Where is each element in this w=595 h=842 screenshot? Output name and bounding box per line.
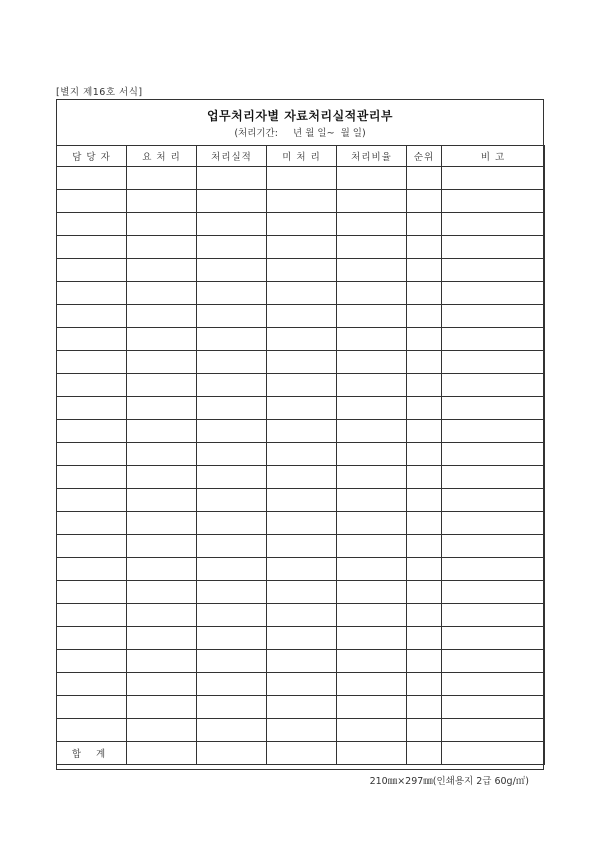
table-cell[interactable] — [197, 351, 267, 374]
table-row — [57, 627, 545, 650]
table-cell[interactable] — [442, 236, 545, 259]
table-cell[interactable] — [407, 673, 442, 696]
table-cell[interactable] — [127, 604, 197, 627]
table-cell[interactable] — [267, 397, 337, 420]
table-cell[interactable] — [57, 627, 127, 650]
table-cell[interactable] — [267, 328, 337, 351]
table-cell[interactable] — [197, 742, 267, 765]
table-cell[interactable] — [197, 719, 267, 742]
table-row — [57, 673, 545, 696]
table-cell[interactable] — [57, 443, 127, 466]
table-row — [57, 236, 545, 259]
table-cell[interactable] — [267, 696, 337, 719]
table-row — [57, 581, 545, 604]
table-cell[interactable] — [442, 397, 545, 420]
table-cell[interactable] — [127, 259, 197, 282]
table-cell[interactable] — [407, 282, 442, 305]
table-cell[interactable] — [197, 443, 267, 466]
table-cell[interactable] — [127, 282, 197, 305]
table-cell[interactable] — [57, 650, 127, 673]
table-row — [57, 420, 545, 443]
table-cell[interactable] — [57, 512, 127, 535]
table-cell[interactable] — [407, 558, 442, 581]
table-cell[interactable] — [337, 167, 407, 190]
table-cell[interactable] — [197, 213, 267, 236]
table-cell[interactable] — [337, 213, 407, 236]
table-cell[interactable] — [197, 650, 267, 673]
table-cell[interactable] — [267, 420, 337, 443]
table-cell[interactable] — [442, 420, 545, 443]
table-cell[interactable] — [127, 466, 197, 489]
table-cell[interactable] — [407, 374, 442, 397]
table-cell[interactable] — [127, 696, 197, 719]
table-cell[interactable] — [337, 305, 407, 328]
table-cell[interactable] — [57, 558, 127, 581]
table-row — [57, 466, 545, 489]
table-cell[interactable] — [127, 627, 197, 650]
table-cell[interactable] — [267, 650, 337, 673]
table-cell[interactable] — [197, 673, 267, 696]
col-header-processed: 처리실적 — [197, 146, 267, 167]
table-cell[interactable] — [442, 351, 545, 374]
table-cell[interactable] — [197, 374, 267, 397]
table-cell[interactable] — [407, 650, 442, 673]
table-cell[interactable] — [407, 742, 442, 765]
col-header-unprocessed: 미 처 리 — [267, 146, 337, 167]
table-row — [57, 535, 545, 558]
table-cell[interactable] — [337, 627, 407, 650]
table-row — [57, 328, 545, 351]
table-cell[interactable] — [197, 305, 267, 328]
table-row — [57, 489, 545, 512]
table-cell[interactable] — [57, 351, 127, 374]
table-cell[interactable] — [442, 627, 545, 650]
table-cell[interactable] — [267, 673, 337, 696]
table-cell[interactable] — [442, 328, 545, 351]
table-cell[interactable] — [127, 489, 197, 512]
table-cell[interactable] — [442, 535, 545, 558]
table-cell[interactable] — [407, 397, 442, 420]
table-cell[interactable] — [127, 213, 197, 236]
table-cell[interactable] — [267, 190, 337, 213]
form-label: [별지 제16호 서식] — [56, 87, 143, 98]
table-cell[interactable] — [127, 742, 197, 765]
table-cell[interactable] — [57, 305, 127, 328]
col-header-rank: 순위 — [407, 146, 442, 167]
table-cell[interactable] — [407, 466, 442, 489]
table-cell[interactable] — [407, 328, 442, 351]
table-row — [57, 443, 545, 466]
table-cell[interactable] — [127, 351, 197, 374]
col-header-remarks: 비 고 — [442, 146, 545, 167]
table-cell[interactable] — [267, 236, 337, 259]
table-row — [57, 167, 545, 190]
table-cell[interactable] — [442, 696, 545, 719]
table-cell[interactable] — [337, 673, 407, 696]
table-row — [57, 512, 545, 535]
table-cell[interactable] — [57, 673, 127, 696]
table-cell[interactable] — [267, 213, 337, 236]
table-cell[interactable] — [127, 236, 197, 259]
total-row — [57, 742, 545, 765]
table-cell[interactable] — [57, 397, 127, 420]
table-cell[interactable] — [127, 673, 197, 696]
table-cell[interactable] — [442, 650, 545, 673]
table-cell[interactable] — [337, 512, 407, 535]
table-cell[interactable] — [127, 167, 197, 190]
table-cell[interactable] — [407, 512, 442, 535]
table-cell[interactable] — [267, 351, 337, 374]
table-cell[interactable] — [442, 558, 545, 581]
table-cell[interactable] — [197, 328, 267, 351]
table-cell[interactable] — [337, 397, 407, 420]
table-cell[interactable] — [407, 259, 442, 282]
table-cell[interactable] — [127, 305, 197, 328]
table-row — [57, 719, 545, 742]
table-cell[interactable] — [57, 420, 127, 443]
table-cell[interactable] — [407, 213, 442, 236]
header-row — [57, 146, 545, 167]
table-cell[interactable] — [197, 535, 267, 558]
table-cell[interactable] — [407, 443, 442, 466]
table-cell[interactable] — [337, 328, 407, 351]
table-cell[interactable] — [57, 328, 127, 351]
total-label: 합 계 — [57, 742, 127, 765]
table-cell[interactable] — [57, 719, 127, 742]
table-cell[interactable] — [127, 397, 197, 420]
table-cell[interactable] — [442, 489, 545, 512]
table-cell[interactable] — [197, 259, 267, 282]
table-cell[interactable] — [442, 466, 545, 489]
table-row — [57, 650, 545, 673]
table-cell[interactable] — [57, 213, 127, 236]
table-cell[interactable] — [337, 581, 407, 604]
table-cell[interactable] — [57, 466, 127, 489]
table-cell[interactable] — [267, 604, 337, 627]
table-cell[interactable] — [337, 650, 407, 673]
table-cell[interactable] — [267, 259, 337, 282]
table-cell[interactable] — [57, 696, 127, 719]
table-cell[interactable] — [57, 604, 127, 627]
table-row — [57, 190, 545, 213]
table-row — [57, 604, 545, 627]
table-cell[interactable] — [442, 190, 545, 213]
table-cell[interactable] — [267, 742, 337, 765]
table-cell[interactable] — [197, 604, 267, 627]
table-row — [57, 374, 545, 397]
table-cell[interactable] — [442, 673, 545, 696]
col-header-to-process: 요 처 리 — [127, 146, 197, 167]
table-cell[interactable] — [407, 627, 442, 650]
paper-spec-note: 210㎜×297㎜(인쇄용지 2급 60g/㎡) — [369, 776, 529, 787]
table-cell[interactable] — [267, 374, 337, 397]
table-cell[interactable] — [127, 719, 197, 742]
table-cell[interactable] — [197, 420, 267, 443]
table-cell[interactable] — [407, 305, 442, 328]
table-cell[interactable] — [267, 627, 337, 650]
table-cell[interactable] — [127, 535, 197, 558]
table-cell[interactable] — [337, 190, 407, 213]
table-row — [57, 259, 545, 282]
table-cell[interactable] — [407, 351, 442, 374]
table-cell[interactable] — [127, 420, 197, 443]
table-cell[interactable] — [407, 696, 442, 719]
table-cell[interactable] — [197, 167, 267, 190]
table-cell[interactable] — [267, 167, 337, 190]
table-cell[interactable] — [127, 512, 197, 535]
table-cell[interactable] — [57, 259, 127, 282]
table-cell[interactable] — [267, 305, 337, 328]
table-cell[interactable] — [442, 443, 545, 466]
table-cell[interactable] — [407, 489, 442, 512]
table-cell[interactable] — [337, 259, 407, 282]
table-cell[interactable] — [197, 489, 267, 512]
table-cell[interactable] — [57, 489, 127, 512]
table-cell[interactable] — [127, 650, 197, 673]
table-cell[interactable] — [407, 236, 442, 259]
table-cell[interactable] — [442, 604, 545, 627]
table-cell[interactable] — [442, 305, 545, 328]
table-cell[interactable] — [197, 512, 267, 535]
table-cell[interactable] — [267, 443, 337, 466]
table-cell[interactable] — [267, 489, 337, 512]
table-cell[interactable] — [267, 282, 337, 305]
table-cell[interactable] — [57, 190, 127, 213]
table-cell[interactable] — [407, 167, 442, 190]
table-cell[interactable] — [442, 213, 545, 236]
table-row — [57, 282, 545, 305]
form-title: 업무처리자별 자료처리실적관리부 — [206, 109, 394, 123]
table-row — [57, 305, 545, 328]
table-cell[interactable] — [127, 328, 197, 351]
table-cell[interactable] — [337, 558, 407, 581]
table-cell[interactable] — [197, 236, 267, 259]
table-cell[interactable] — [197, 466, 267, 489]
table-cell[interactable] — [267, 535, 337, 558]
table-cell[interactable] — [337, 374, 407, 397]
col-header-processing-ratio: 처리비율 — [337, 146, 407, 167]
table-cell[interactable] — [337, 236, 407, 259]
table-cell[interactable] — [442, 719, 545, 742]
table-row — [57, 696, 545, 719]
table-cell[interactable] — [197, 627, 267, 650]
table-cell[interactable] — [442, 512, 545, 535]
table-cell[interactable] — [442, 581, 545, 604]
table-cell[interactable] — [442, 374, 545, 397]
table-cell[interactable] — [57, 535, 127, 558]
table-cell[interactable] — [407, 581, 442, 604]
table-cell[interactable] — [267, 581, 337, 604]
table-cell[interactable] — [442, 282, 545, 305]
table-cell[interactable] — [197, 282, 267, 305]
col-header-person-in-charge: 담 당 자 — [57, 146, 127, 167]
table-cell[interactable] — [337, 443, 407, 466]
table-cell[interactable] — [407, 190, 442, 213]
table-cell[interactable] — [337, 742, 407, 765]
table-cell[interactable] — [57, 374, 127, 397]
table-cell[interactable] — [127, 581, 197, 604]
table-cell[interactable] — [197, 397, 267, 420]
table-cell[interactable] — [57, 167, 127, 190]
table-row — [57, 397, 545, 420]
processing-period: (처리기간: 년 월 일~ 월 일) — [234, 128, 366, 139]
record-table — [56, 145, 545, 765]
table-cell[interactable] — [127, 190, 197, 213]
table-cell[interactable] — [337, 282, 407, 305]
table-cell[interactable] — [127, 558, 197, 581]
table-cell[interactable] — [267, 558, 337, 581]
table-cell[interactable] — [337, 351, 407, 374]
table-cell[interactable] — [197, 190, 267, 213]
table-cell[interactable] — [442, 167, 545, 190]
table-cell[interactable] — [337, 696, 407, 719]
table-cell[interactable] — [442, 259, 545, 282]
table-cell[interactable] — [407, 420, 442, 443]
table-cell[interactable] — [337, 604, 407, 627]
table-cell[interactable] — [337, 489, 407, 512]
table-cell[interactable] — [267, 719, 337, 742]
table-row — [57, 558, 545, 581]
table-cell[interactable] — [337, 535, 407, 558]
table-cell[interactable] — [127, 443, 197, 466]
table-cell[interactable] — [267, 512, 337, 535]
table-cell[interactable] — [337, 420, 407, 443]
table-cell[interactable] — [407, 604, 442, 627]
table-cell[interactable] — [197, 558, 267, 581]
table-cell[interactable] — [197, 696, 267, 719]
table-cell[interactable] — [127, 374, 197, 397]
table-row — [57, 213, 545, 236]
table-cell[interactable] — [57, 282, 127, 305]
table-cell[interactable] — [197, 581, 267, 604]
table-cell[interactable] — [57, 236, 127, 259]
form-frame — [56, 99, 544, 770]
table-cell[interactable] — [407, 719, 442, 742]
table-cell[interactable] — [337, 719, 407, 742]
table-cell[interactable] — [442, 742, 545, 765]
table-cell[interactable] — [267, 466, 337, 489]
table-cell[interactable] — [57, 581, 127, 604]
table-cell[interactable] — [407, 535, 442, 558]
table-row — [57, 351, 545, 374]
table-cell[interactable] — [337, 466, 407, 489]
